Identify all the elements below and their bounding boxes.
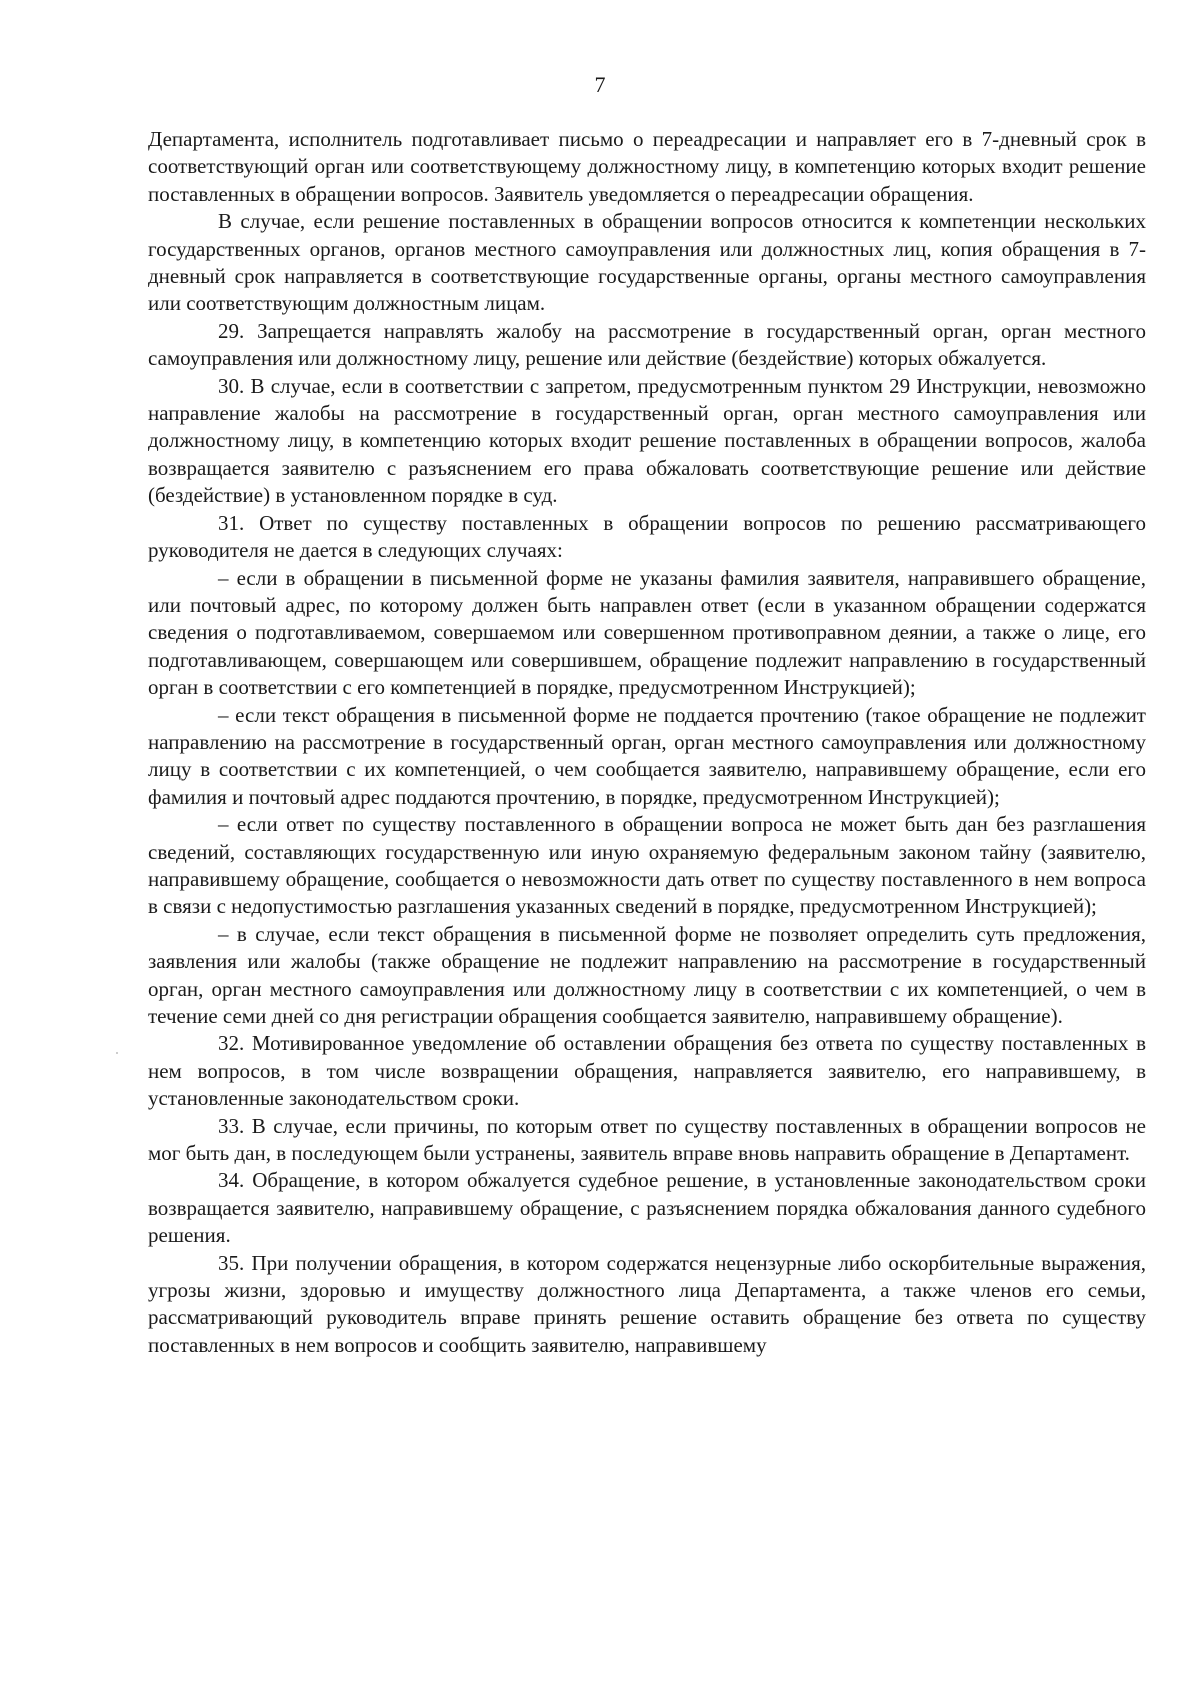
list-item-no-surname: – если в обращении в письменной форме не указаны фамилия заявителя, направившего обращение, или почтовый адрес, по которому должен быть направлен ответ (если в указанном обращении содержатся сведения о подготавливаемом, совершаемом или совершенном противоправном деянии, а также о лице, его подготавливающем, совершающем или совершившем, обращение подлежит направлению в государственный орган в соответствии с его компетенцией в порядке, предусмотренном Инструкцией); xyxy=(148,565,1146,700)
paragraph-item-35: 35. При получении обращения, в котором содержатся нецензурные либо оскорбительные выражения, угрозы жизни, здоровью и имуществу должностного лица Департамента, а также членов его семьи, рассматривающий руководитель вправе принять решение оставить обращение без ответа по существу поставленных в нем вопросов и сообщить заявителю, направившему xyxy=(148,1250,1146,1357)
paragraph-item-29: 29. Запрещается направлять жалобу на рассмотрение в государственный орган, орган местного самоуправления или должностному лицу, решение или действие (бездействие) которых обжалуется. xyxy=(148,318,1146,371)
list-item-unreadable-text: – если текст обращения в письменной форме не поддается прочтению (такое обращение не подлежит направлению на рассмотрение в государственный орган, орган местного самоуправления или должностному лицу в соответствии с их компетенцией, о чем сообщается заявителю, направившему обращение, если его фамилия и почтовый адрес поддаются прочтению, в порядке, предусмотренном Инструкцией); xyxy=(148,702,1146,809)
paragraph-item-33: 33. В случае, если причины, по которым ответ по существу поставленных в обращении вопросов не мог быть дан, в последующем были устранены, заявитель вправе вновь направить обращение в Департамент. xyxy=(148,1113,1146,1166)
paragraph-multiple-authorities: В случае, если решение поставленных в обращении вопросов относится к компетенции нескольких государственных органов, органов местного самоуправления или должностных лиц, копия обращения в 7-дневный срок направляется в соответствующие государственные органы, органы местного самоуправления или соответствующим должностным лицам. xyxy=(148,209,1146,316)
list-item-undefined-essence: – в случае, если текст обращения в письменной форме не позволяет определить суть предложения, заявления или жалобы (также обращение не подлежит направлению на рассмотрение в государственный орган, орган местного самоуправления или должностному лицу в соответствии с их компетенцией, о чем в течение семи дней со дня регистрации обращения сообщается заявителю, направившему обращение). xyxy=(148,921,1146,1028)
paragraph-item-30: 30. В случае, если в соответствии с запретом, предусмотренным пунктом 29 Инструкции, невозможно направление жалобы на рассмотрение в государственный орган, орган местного самоуправления или должностному лицу, в компетенцию которых входит решение поставленных в обращении вопросов, жалоба возвращается заявителю с разъяснением его права обжаловать соответствующие решение или действие (бездействие) в установленном порядке в суд. xyxy=(148,373,1146,508)
paragraph-item-34: 34. Обращение, в котором обжалуется судебное решение, в установленные законодательством сроки возвращается заявителю, направившему обращение, с разъяснением порядка обжалования данного судебного решения. xyxy=(148,1168,1146,1248)
paragraph-item-32: 32. Мотивированное уведомление об оставлении обращения без ответа по существу поставленных в нем вопросов, в том числе возвращении обращения, направляется заявителю, его направившему, в установленные законодательством сроки. xyxy=(148,1031,1146,1111)
paragraph-item-31: 31. Ответ по существу поставленных в обращении вопросов по решению рассматривающего руководителя не дается в следующих случаях: xyxy=(148,510,1146,563)
list-item-state-secret: – если ответ по существу поставленного в обращении вопроса не может быть дан без разглашения сведений, составляющих государственную или иную охраняемую федеральным законом тайну (заявителю, направившему обращение, сообщается о невозможности дать ответ по существу поставленного в нем вопроса в связи с недопустимостью разглашения указанных сведений в порядке, предусмотренном Инструкцией); xyxy=(148,812,1146,919)
page-number: 7 xyxy=(594,72,606,97)
scan-speck xyxy=(116,1052,118,1054)
document-body xyxy=(148,126,1146,1359)
paragraph-continuation: Департамента, исполнитель подготавливает письмо о переадресации и направляет его в 7-дневный срок в соответствующий орган или соответствующему должностному лицу, в компетенцию которых входит решение поставленных в обращении вопросов. Заявитель уведомляется о переадресации обращения. xyxy=(148,127,1146,206)
